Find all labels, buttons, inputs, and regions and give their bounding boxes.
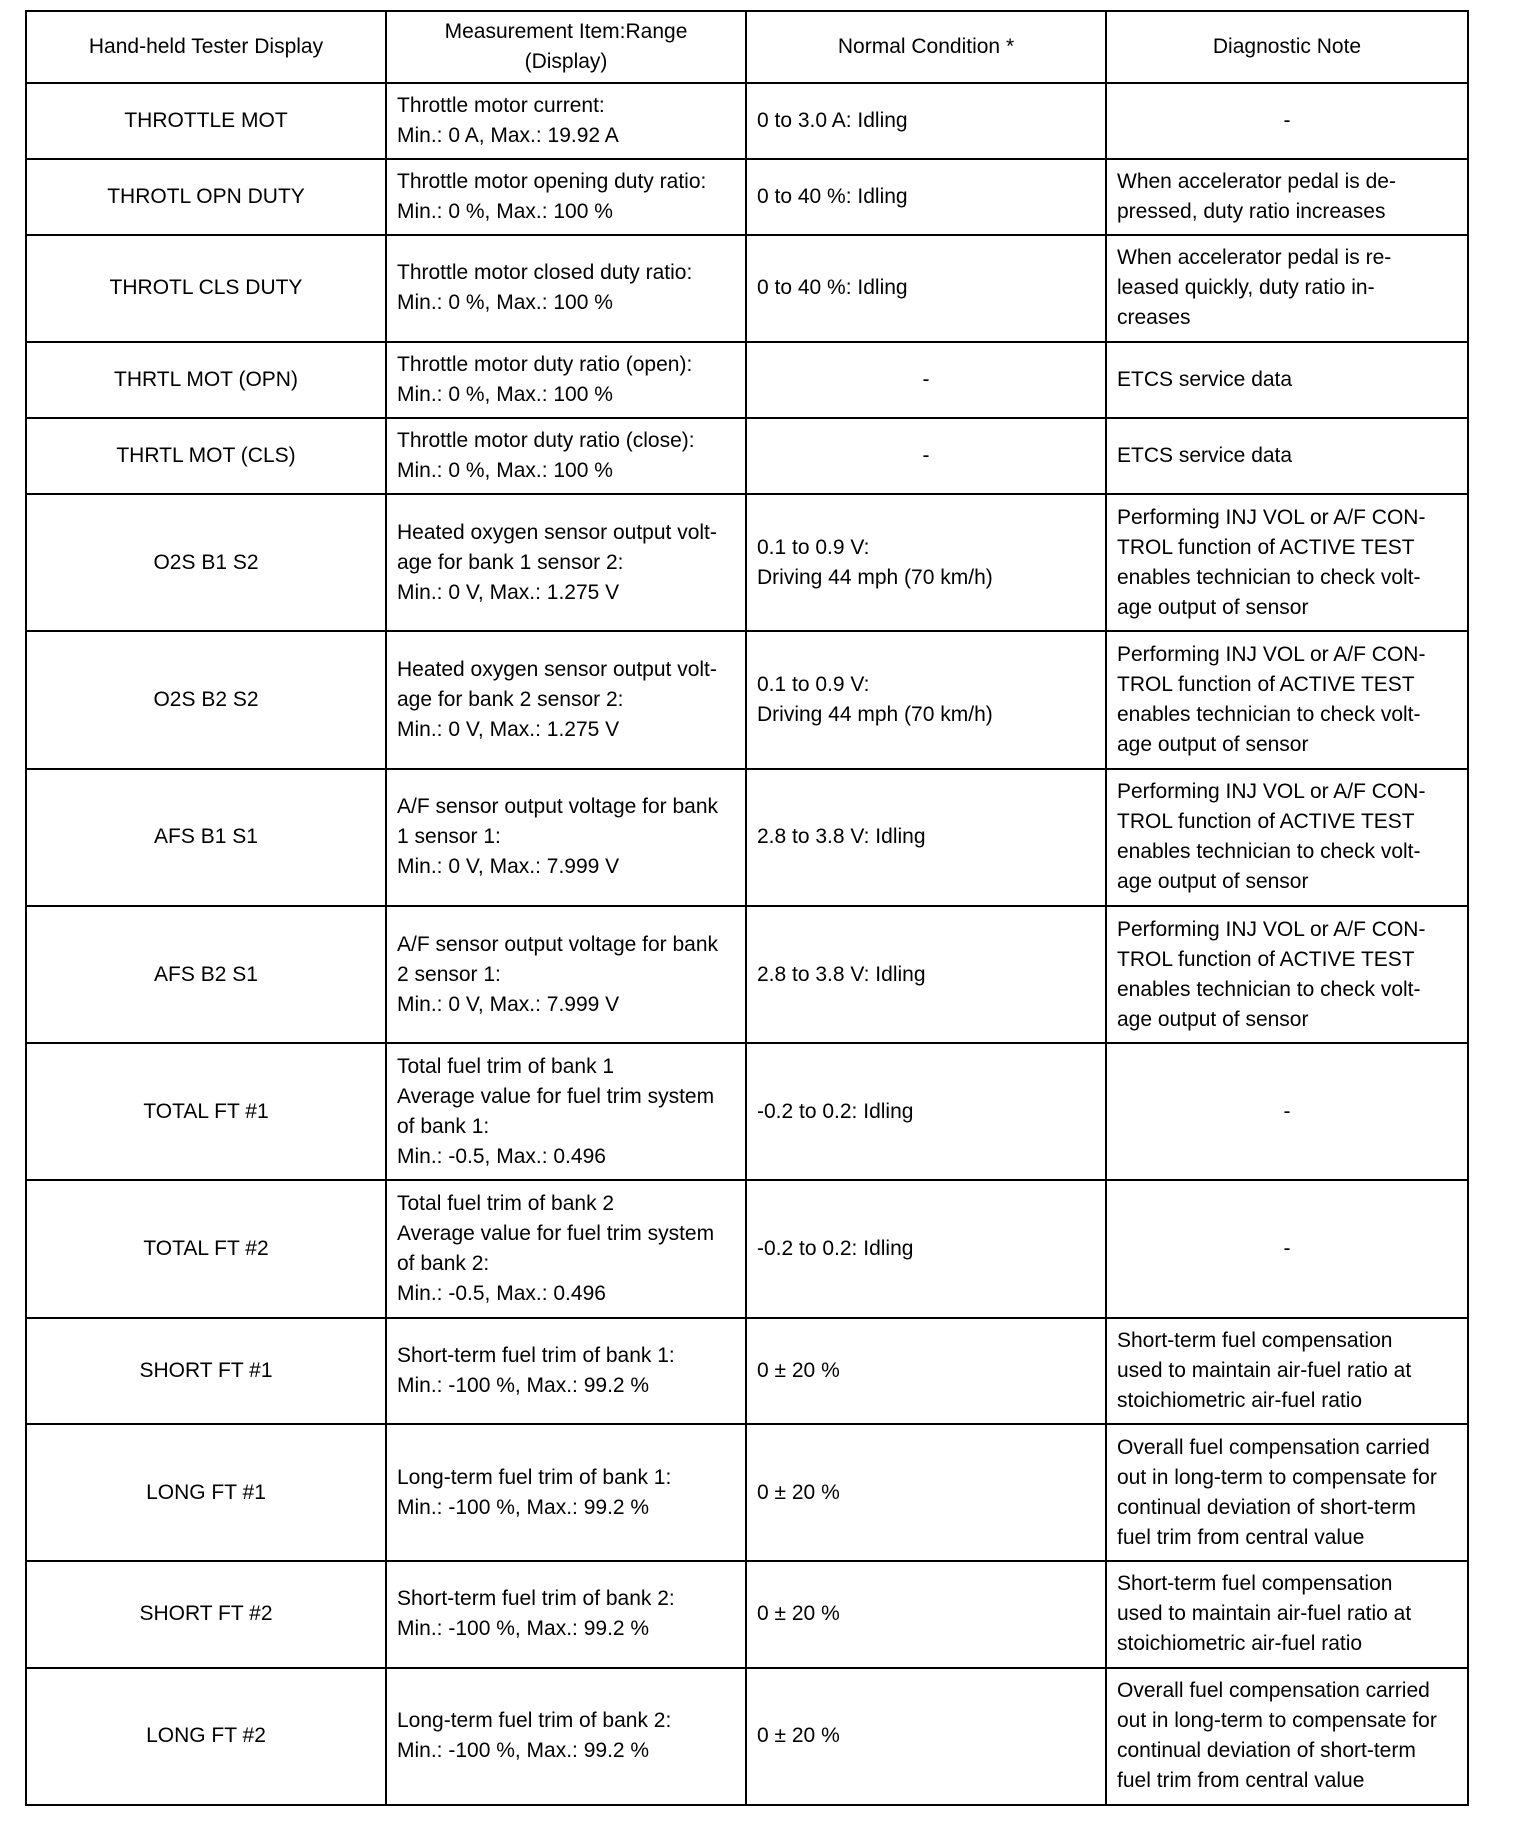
cell-measurement-item: Total fuel trim of bank 1 Average value for fuel trim system of bank 1: Min.: -0.5, Max.: 0.496 — [386, 1043, 746, 1180]
cell-display: O2S B2 S2 — [26, 631, 386, 768]
cell-measurement-item: Short-term fuel trim of bank 2: Min.: -100 %, Max.: 99.2 % — [386, 1561, 746, 1667]
cell-display: AFS B2 S1 — [26, 906, 386, 1043]
table-row — [26, 906, 1468, 1043]
cell-diagnostic-note: Performing INJ VOL or A/F CON- TROL function of ACTIVE TEST enables technician to check volt- age output of sensor — [1106, 906, 1468, 1043]
table-row — [26, 494, 1468, 631]
cell-measurement-item: Total fuel trim of bank 2 Average value for fuel trim system of bank 2: Min.: -0.5, Max.: 0.496 — [386, 1180, 746, 1317]
table-row — [26, 235, 1468, 341]
cell-diagnostic-note: When accelerator pedal is de- pressed, duty ratio increases — [1106, 159, 1468, 235]
cell-measurement-item: Long-term fuel trim of bank 1: Min.: -100 %, Max.: 99.2 % — [386, 1424, 746, 1561]
cell-normal-condition: 0 ± 20 % — [746, 1561, 1106, 1667]
cell-measurement-item: Throttle motor opening duty ratio: Min.: 0 %, Max.: 100 % — [386, 159, 746, 235]
header-tester-display: Hand-held Tester Display — [26, 11, 386, 83]
cell-diagnostic-note: Performing INJ VOL or A/F CON- TROL function of ACTIVE TEST enables technician to check volt- age output of sensor — [1106, 631, 1468, 768]
header-normal-condition: Normal Condition * — [746, 11, 1106, 83]
cell-measurement-item: Throttle motor closed duty ratio: Min.: 0 %, Max.: 100 % — [386, 235, 746, 341]
cell-display: TOTAL FT #1 — [26, 1043, 386, 1180]
table-row — [26, 1668, 1468, 1805]
table-header-row — [26, 11, 1468, 83]
table-row — [26, 1180, 1468, 1317]
cell-measurement-item: Heated oxygen sensor output volt- age for bank 1 sensor 2: Min.: 0 V, Max.: 1.275 V — [386, 494, 746, 631]
table-row — [26, 159, 1468, 235]
cell-display: SHORT FT #1 — [26, 1318, 386, 1424]
cell-display: THROTL CLS DUTY — [26, 235, 386, 341]
cell-diagnostic-note: When accelerator pedal is re- leased quickly, duty ratio in- creases — [1106, 235, 1468, 341]
cell-display: AFS B1 S1 — [26, 769, 386, 906]
cell-display: THRTL MOT (CLS) — [26, 418, 386, 494]
cell-measurement-item: A/F sensor output voltage for bank 2 sensor 1: Min.: 0 V, Max.: 7.999 V — [386, 906, 746, 1043]
table-row — [26, 418, 1468, 494]
cell-diagnostic-note: Performing INJ VOL or A/F CON- TROL function of ACTIVE TEST enables technician to check volt- age output of sensor — [1106, 494, 1468, 631]
cell-normal-condition: 0 ± 20 % — [746, 1424, 1106, 1561]
cell-normal-condition: 0 to 40 %: Idling — [746, 235, 1106, 341]
cell-measurement-item: Throttle motor duty ratio (close): Min.: 0 %, Max.: 100 % — [386, 418, 746, 494]
cell-display: LONG FT #1 — [26, 1424, 386, 1561]
cell-display: THROTL OPN DUTY — [26, 159, 386, 235]
table-row — [26, 1424, 1468, 1561]
data-list-table — [25, 10, 1469, 1806]
cell-display: TOTAL FT #2 — [26, 1180, 386, 1317]
cell-normal-condition: - — [746, 418, 1106, 494]
cell-normal-condition: 0 to 40 %: Idling — [746, 159, 1106, 235]
table-row — [26, 342, 1468, 418]
table-row — [26, 631, 1468, 768]
cell-diagnostic-note: Short-term fuel compensation used to maintain air-fuel ratio at stoichiometric air-fuel ratio — [1106, 1318, 1468, 1424]
table-row — [26, 83, 1468, 159]
cell-normal-condition: 2.8 to 3.8 V: Idling — [746, 906, 1106, 1043]
cell-diagnostic-note: - — [1106, 83, 1468, 159]
header-measurement-item: Measurement Item:Range (Display) — [386, 11, 746, 83]
cell-diagnostic-note: Short-term fuel compensation used to maintain air-fuel ratio at stoichiometric air-fuel ratio — [1106, 1561, 1468, 1667]
cell-diagnostic-note: - — [1106, 1180, 1468, 1317]
cell-normal-condition: 0.1 to 0.9 V: Driving 44 mph (70 km/h) — [746, 631, 1106, 768]
cell-display: THROTTLE MOT — [26, 83, 386, 159]
cell-measurement-item: A/F sensor output voltage for bank 1 sensor 1: Min.: 0 V, Max.: 7.999 V — [386, 769, 746, 906]
header-diagnostic-note: Diagnostic Note — [1106, 11, 1468, 83]
cell-normal-condition: -0.2 to 0.2: Idling — [746, 1180, 1106, 1317]
cell-display: SHORT FT #2 — [26, 1561, 386, 1667]
cell-measurement-item: Heated oxygen sensor output volt- age for bank 2 sensor 2: Min.: 0 V, Max.: 1.275 V — [386, 631, 746, 768]
table-row — [26, 1561, 1468, 1667]
cell-diagnostic-note: Overall fuel compensation carried out in long-term to compensate for continual deviation of short-term fuel trim from central value — [1106, 1424, 1468, 1561]
cell-diagnostic-note: ETCS service data — [1106, 342, 1468, 418]
cell-normal-condition: - — [746, 342, 1106, 418]
cell-diagnostic-note: Overall fuel compensation carried out in long-term to compensate for continual deviation of short-term fuel trim from central value — [1106, 1668, 1468, 1805]
table-row — [26, 1043, 1468, 1180]
cell-diagnostic-note: ETCS service data — [1106, 418, 1468, 494]
table-row — [26, 1318, 1468, 1424]
cell-diagnostic-note: - — [1106, 1043, 1468, 1180]
cell-measurement-item: Throttle motor duty ratio (open): Min.: 0 %, Max.: 100 % — [386, 342, 746, 418]
cell-measurement-item: Throttle motor current: Min.: 0 A, Max.: 19.92 A — [386, 83, 746, 159]
cell-display: O2S B1 S2 — [26, 494, 386, 631]
cell-normal-condition: -0.2 to 0.2: Idling — [746, 1043, 1106, 1180]
cell-diagnostic-note: Performing INJ VOL or A/F CON- TROL function of ACTIVE TEST enables technician to check volt- age output of sensor — [1106, 769, 1468, 906]
cell-normal-condition: 2.8 to 3.8 V: Idling — [746, 769, 1106, 906]
cell-normal-condition: 0 to 3.0 A: Idling — [746, 83, 1106, 159]
table-row — [26, 769, 1468, 906]
cell-normal-condition: 0 ± 20 % — [746, 1318, 1106, 1424]
cell-measurement-item: Short-term fuel trim of bank 1: Min.: -100 %, Max.: 99.2 % — [386, 1318, 746, 1424]
cell-measurement-item: Long-term fuel trim of bank 2: Min.: -100 %, Max.: 99.2 % — [386, 1668, 746, 1805]
cell-display: LONG FT #2 — [26, 1668, 386, 1805]
cell-normal-condition: 0 ± 20 % — [746, 1668, 1106, 1805]
cell-normal-condition: 0.1 to 0.9 V: Driving 44 mph (70 km/h) — [746, 494, 1106, 631]
cell-display: THRTL MOT (OPN) — [26, 342, 386, 418]
